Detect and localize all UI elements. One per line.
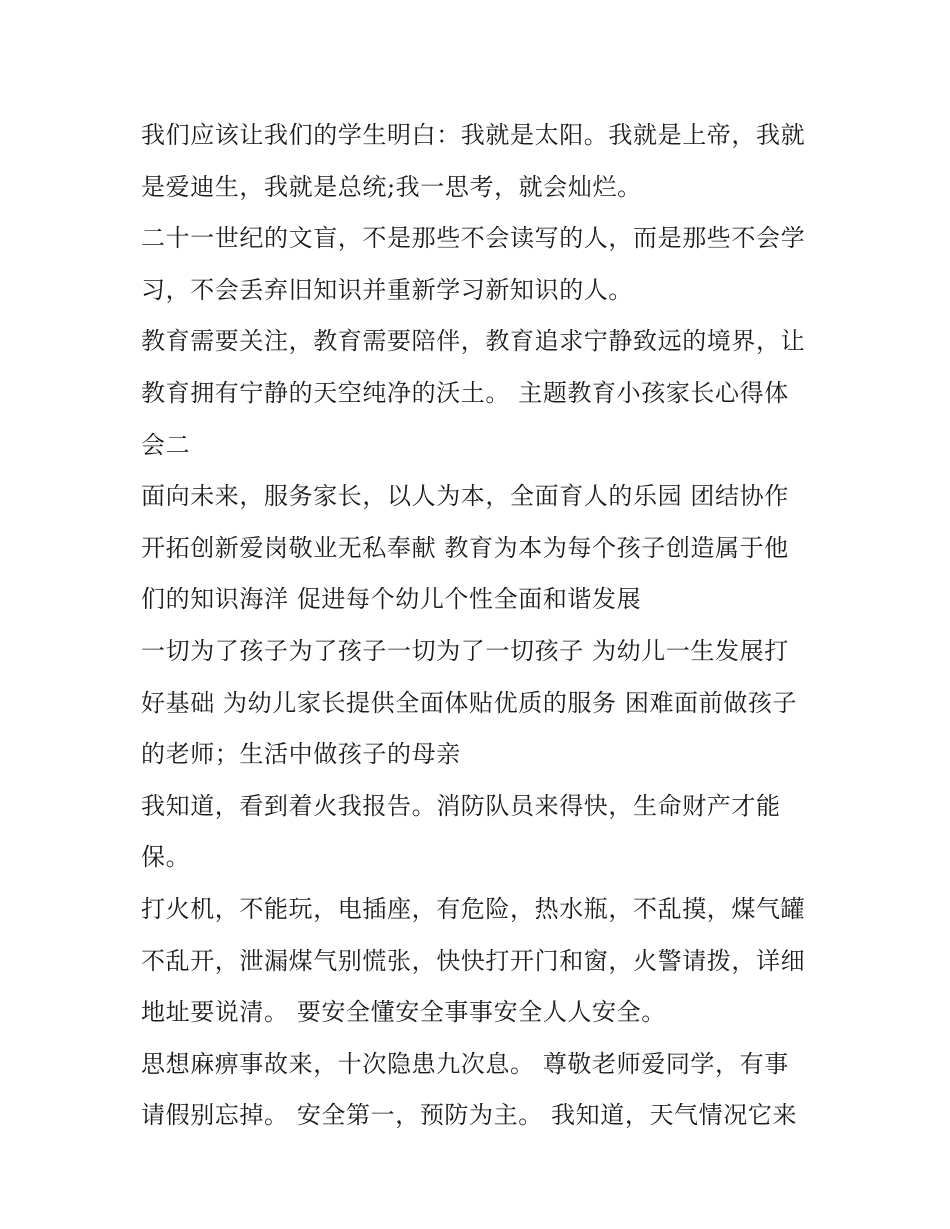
paragraph-5 xyxy=(141,626,815,781)
text-line: 习，不会丢弃旧知识并重新学习新知识的人。 xyxy=(141,275,633,304)
paragraph-1 xyxy=(141,110,815,213)
text-line: 我们应该让我们的学生明白：我就是太阳。我就是上帝，我就 xyxy=(141,121,806,149)
text-line: 地址要说清。 要安全懂安全事事安全人人安全。 xyxy=(141,998,666,1027)
text-line: 开拓创新爱岗敬业无私奉献 教育为本为每个孩子创造属于他 xyxy=(141,533,789,562)
text-line: 会二 xyxy=(141,430,191,459)
paragraph-2 xyxy=(141,213,815,316)
text-line: 面向未来，服务家长，以人为本，全面育人的乐园 团结协作 xyxy=(141,482,789,511)
text-line: 们的知识海洋 促进每个幼儿个性全面和谐发展 xyxy=(141,585,642,614)
text-line: 好基础 为幼儿家长提供全面体贴优质的服务 困难面前做孩子 xyxy=(141,688,798,717)
text-line: 是爱迪生，我就是总统;我一思考，就会灿烂。 xyxy=(141,172,642,201)
text-line: 我知道，看到着火我报告。消防队员来得快，生命财产才能 xyxy=(141,791,781,820)
text-line: 打火机，不能玩，电插座，有危险，热水瓶，不乱摸，煤气罐 xyxy=(141,894,806,923)
paragraph-3 xyxy=(141,316,815,471)
document-body xyxy=(141,110,815,1142)
text-line: 教育拥有宁静的天空纯净的沃土。 主题教育小孩家长心得体 xyxy=(141,378,789,407)
paragraph-7 xyxy=(141,884,815,1039)
text-line: 请假别忘掉。 安全第一，预防为主。 我知道，天气情况它来 xyxy=(141,1101,798,1130)
text-line: 的老师；生活中做孩子的母亲 xyxy=(141,740,461,769)
paragraph-8 xyxy=(141,1039,815,1142)
paragraph-4 xyxy=(141,471,815,626)
text-line: 思想麻痹事故来，十次隐患九次息。 尊敬老师爱同学，有事 xyxy=(141,1049,789,1078)
text-line: 保。 xyxy=(141,843,191,872)
text-line: 一切为了孩子为了孩子一切为了一切孩子 为幼儿一生发展打 xyxy=(141,636,789,665)
text-line: 教育需要关注，教育需要陪伴，教育追求宁静致远的境界，让 xyxy=(141,327,806,356)
paragraph-6 xyxy=(141,781,815,884)
text-line: 二十一世纪的文盲，不是那些不会读写的人，而是那些不会学 xyxy=(141,224,806,253)
text-line: 不乱开，泄漏煤气别慌张，快快打开门和窗，火警请拨，详细 xyxy=(141,946,806,975)
